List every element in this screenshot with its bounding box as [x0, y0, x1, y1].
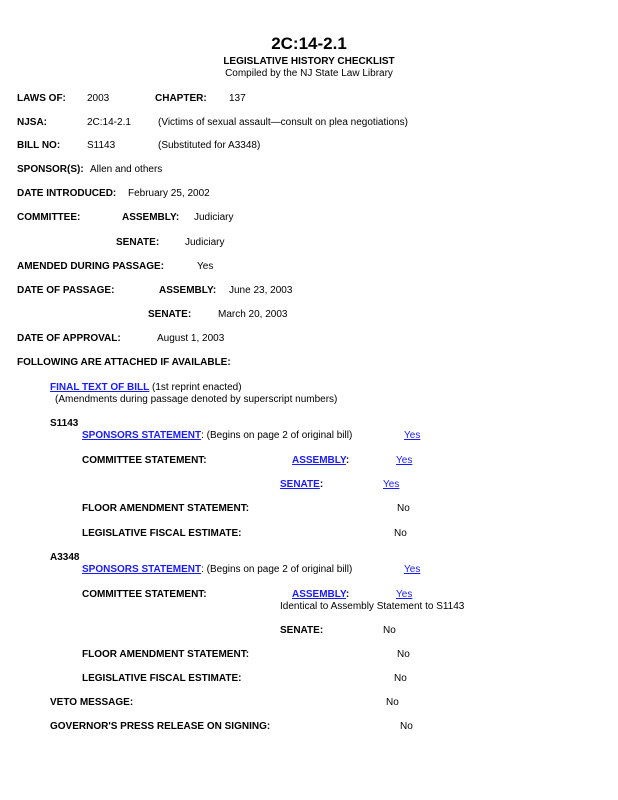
- s1143-floor-label: FLOOR AMENDMENT STATEMENT:: [82, 503, 250, 514]
- a3348-fiscal-label: LEGISLATIVE FISCAL ESTIMATE:: [82, 673, 242, 684]
- s1143-committee-label: COMMITTEE STATEMENT:: [82, 455, 207, 466]
- s1143-fiscal-label: LEGISLATIVE FISCAL ESTIMATE:: [82, 528, 242, 539]
- s1143-senate-line: [280, 479, 323, 491]
- page-subtitle: Compiled by the NJ State Law Library: [225, 68, 393, 79]
- bill-label: BILL NO:: [17, 140, 61, 151]
- s1143-fiscal-value: No: [394, 528, 407, 539]
- s1143-assembly-line: [292, 455, 349, 467]
- page-code: 2C:14-2.1: [271, 34, 347, 53]
- committee-assembly-label: ASSEMBLY:: [122, 212, 180, 223]
- final-text-line: [50, 382, 242, 394]
- date-introduced-label: DATE INTRODUCED:: [17, 188, 117, 199]
- passage-assembly-value: June 23, 2003: [229, 285, 293, 296]
- s1143-senate-colon: :: [319, 479, 324, 490]
- a3348-sponsors-note: : (Begins on page 2 of original bill): [201, 564, 353, 575]
- committee-assembly-value: Judiciary: [194, 212, 234, 223]
- a3348-assembly-line: [292, 589, 349, 601]
- njsa-description: (Victims of sexual assault—consult on plea negotiations): [158, 117, 408, 128]
- bill-value: S1143: [87, 140, 116, 151]
- approval-value: August 1, 2003: [157, 333, 225, 344]
- a3348-assembly-link[interactable]: ASSEMBLY: [292, 589, 346, 600]
- a3348-committee-label: COMMITTEE STATEMENT:: [82, 589, 207, 600]
- s1143-assembly-link[interactable]: ASSEMBLY: [292, 455, 346, 466]
- a3348-assembly-note: Identical to Assembly Statement to S1143: [280, 601, 465, 612]
- njsa-value: 2C:14-2.1: [87, 117, 131, 128]
- s1143-floor-value: No: [397, 503, 410, 514]
- passage-label: DATE OF PASSAGE:: [17, 285, 115, 296]
- a3348-assembly-yes-link[interactable]: Yes: [396, 589, 413, 600]
- final-text-amendments: (Amendments during passage denoted by superscript numbers): [55, 394, 338, 405]
- page-title: LEGISLATIVE HISTORY CHECKLIST: [223, 56, 395, 67]
- a3348-assembly-colon: :: [345, 589, 350, 600]
- passage-senate-label: SENATE:: [148, 309, 192, 320]
- s1143-sponsors-link[interactable]: SPONSORS STATEMENT: [82, 430, 202, 441]
- date-introduced-value: February 25, 2002: [128, 188, 210, 199]
- committee-label: COMMITTEE:: [17, 212, 81, 223]
- passage-senate-value: March 20, 2003: [218, 309, 288, 320]
- passage-assembly-label: ASSEMBLY:: [159, 285, 217, 296]
- s1143-assembly-yes-link[interactable]: Yes: [396, 455, 413, 466]
- s1143-sponsors-line: [82, 430, 352, 442]
- approval-label: DATE OF APPROVAL:: [17, 333, 121, 344]
- a3348-senate-value: No: [383, 625, 396, 636]
- s1143-label: S1143: [50, 418, 79, 429]
- laws-label: LAWS OF:: [17, 93, 66, 104]
- njsa-label: NJSA:: [17, 117, 48, 128]
- amended-label: AMENDED DURING PASSAGE:: [17, 261, 165, 272]
- a3348-sponsors-line: [82, 564, 352, 576]
- attached-heading: FOLLOWING ARE ATTACHED IF AVAILABLE:: [17, 357, 231, 368]
- s1143-assembly-colon: :: [345, 455, 350, 466]
- laws-value: 2003: [87, 93, 110, 104]
- sponsor-value: Allen and others: [90, 164, 163, 175]
- s1143-senate-link[interactable]: SENATE: [280, 479, 320, 490]
- sponsor-label: SPONSOR(S):: [17, 164, 84, 175]
- s1143-senate-yes-link[interactable]: Yes: [383, 479, 400, 490]
- a3348-sponsors-link[interactable]: SPONSORS STATEMENT: [82, 564, 202, 575]
- a3348-floor-value: No: [397, 649, 410, 660]
- committee-senate-value: Judiciary: [185, 237, 225, 248]
- a3348-senate-label: SENATE:: [280, 625, 324, 636]
- veto-value: No: [386, 697, 399, 708]
- final-text-link[interactable]: FINAL TEXT OF BILL: [50, 382, 150, 393]
- s1143-sponsors-note: : (Begins on page 2 of original bill): [201, 430, 353, 441]
- a3348-fiscal-value: No: [394, 673, 407, 684]
- amended-value: Yes: [197, 261, 214, 272]
- chapter-value: 137: [229, 93, 246, 104]
- veto-label: VETO MESSAGE:: [50, 697, 134, 708]
- a3348-label: A3348: [50, 552, 80, 563]
- governor-label: GOVERNOR'S PRESS RELEASE ON SIGNING:: [50, 721, 271, 732]
- s1143-sponsors-yes-link[interactable]: Yes: [404, 430, 421, 441]
- a3348-floor-label: FLOOR AMENDMENT STATEMENT:: [82, 649, 250, 660]
- committee-senate-label: SENATE:: [116, 237, 160, 248]
- bill-note: (Substituted for A3348): [158, 140, 261, 151]
- final-text-note: (1st reprint enacted): [149, 382, 242, 393]
- governor-value: No: [400, 721, 413, 732]
- a3348-sponsors-yes-link[interactable]: Yes: [404, 564, 421, 575]
- chapter-label: CHAPTER:: [155, 93, 207, 104]
